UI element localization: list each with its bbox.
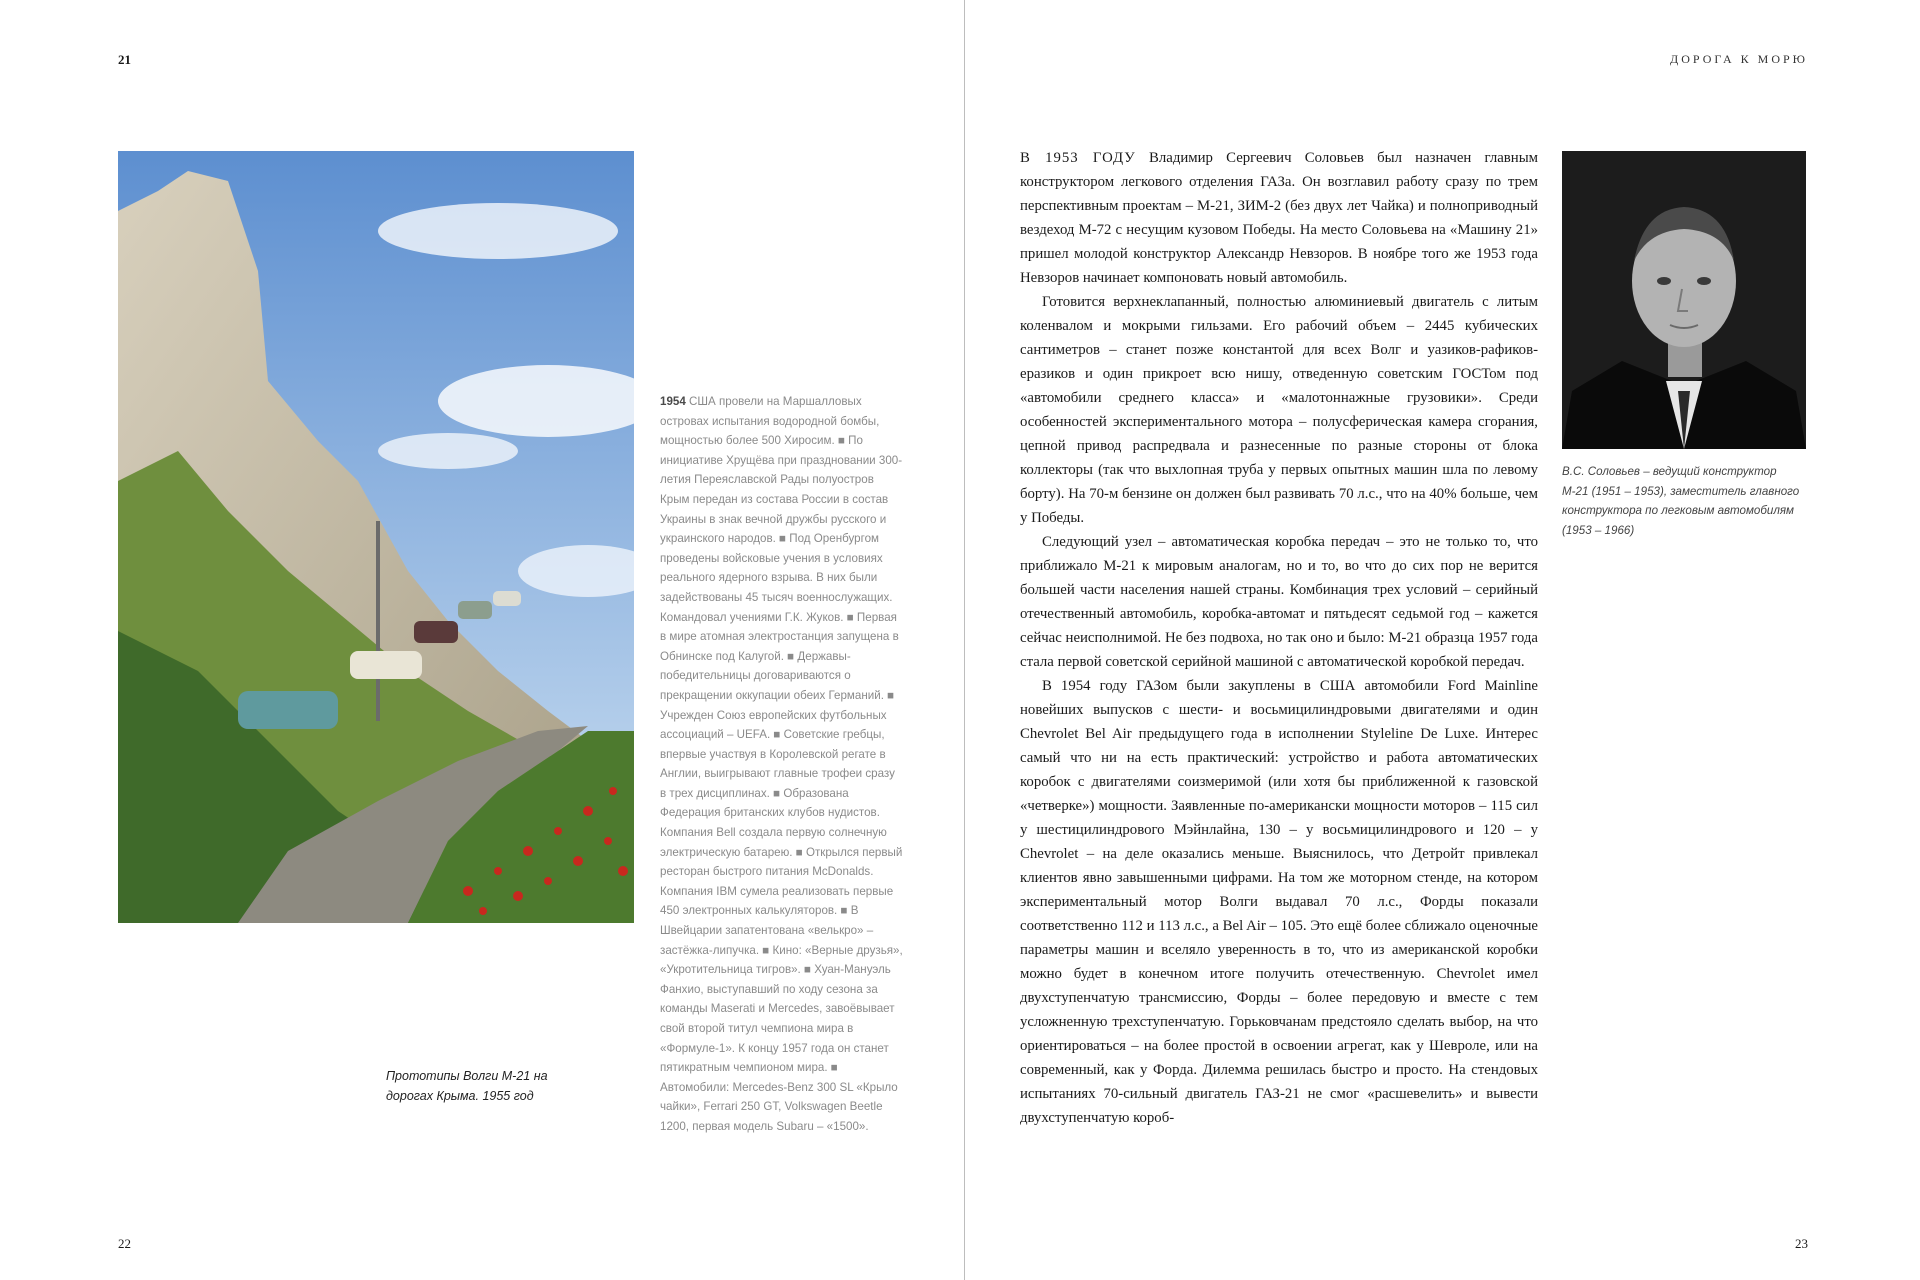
crimea-road-photo [118,151,634,923]
paragraph-1-text: Владимир Сергеевич Соловьев был назначен главным конструктором легкового отделения ГАЗа. Он возглавил работу сразу по трем перспективным проектам – М-21, ЗИМ-2 (без двух лет Чайка) и полноприводный вездеход М-72 с несущим кузовом Победы. На место Соловьева на «Машину 21» пришел молодой конструктор Александр Невзоров. В ноябре того же 1953 года Невзоров начинает компоновать новый автомобиль. [1020,150,1539,286]
photo-caption: Прототипы Волги М-21 на дорогах Крыма. 1955 год [386,1069,548,1103]
paragraph-2: Готовится верхнеклапанный, полностью алюминиевый двигатель с литым коленвалом и мокрыми гильзами. Его рабочий объем – 2445 кубических сантиметров – станет позже константой для всех Волг и уазиков-рафиков-еразиков и один прикроет всю нишу, отведенную советским ГОСТом под «автомобили среднего класса» и «малотоннажные грузовики». Среди особенностей экспериментального мотора – полусферическая камера сгорания, цепной привод распредвала и разнесенные по разные стороны от блока коллекторы (так что выхлопная труба у первых опытных машин шла по левому борту). На 70-м бензине он должен был развивать 70 л.с., что на 40% больше, чем у Победы. [1020,294,1538,526]
paragraph-1 [1020,146,1538,290]
year-sidebar [660,392,904,1137]
running-header: ДОРОГА К МОРЮ [1670,52,1808,66]
sidebar-year: 1954 [660,395,686,408]
article-body [1020,146,1538,1130]
solovyov-portrait [1562,151,1806,449]
page-number-top-left: 21 [118,52,131,67]
sidebar-text: США провели на Маршалловых островах испытания водородной бомбы, мощностью более 500 Хиросим. ■ По инициативе Хрущёва при праздновании 300-летия Переяславской Рады полуостров Крым передан из состава России в состав Украины в знак вечной дружбы русского и украинского народов. ■ Под Оренбургом проведены войсковые учения в условиях реального ядерного взрыва. В них были задействованы 45 тысяч военнослужащих. Командовал учениями Г.К. Жуков. ■ Первая в мире атомная электростанция запущена в Обнинске под Калугой. ■ Державы-победительницы договариваются о прекращении оккупации обеих Германий. ■ Учрежден Союз европейских футбольных ассоциаций – UEFA. ■ Советские гребцы, впервые участвуя в Королевской регате в Англии, выигрывают главные трофеи сразу в трех дисциплинах. ■ Образована Федерация британских клубов нудистов. Компания Bell создала первую солнечную электрическую батарею. ■ Открылся первый ресторан быстрого питания McDonalds. Компания IBM сумела реализовать первые 450 электронных калькуляторов. ■ В Швейцарии запатентована «велькро» – застёжка-липучка. ■ Кино: «Верные друзья», «Укротительница тигров». ■ Хуан-Мануэль Фанхио, выступавший по ходу сезона за команды Maserati и Mercedes, завоёвывает свой второй титул чемпиона мира в «Формуле-1». К концу 1957 года он станет пятикратным чемпионом мира. ■ Автомобили: Mercedes-Benz 300 SL «Крыло чайки», Ferrari 250 GT, Volkswagen Beetle 1200, первая модель Subaru – «1500». [660,395,903,1133]
page-number-bottom-right: 23 [1795,1236,1808,1251]
paragraph-3: Следующий узел – автоматическая коробка передач – это не только то, что приближало М-21 к мировым аналогам, но и то, во что до сих пор не верится большей части населения нашей страны. Комбинация трех условий – серийный отечественный автомобиль, коробка-автомат и пятьдесят седьмой год – кажется сейчас неисполнимой. Не без подвоха, но так оно и было: М-21 образца 1957 года стала первой советской серийной машиной с автоматической коробкой передач. [1020,534,1538,670]
paragraph-4: В 1954 году ГАЗом были закуплены в США автомобили Ford Mainline новейших выпусков с шести- и восьмицилиндровыми двигателями и один Chevrolet Bel Air предыдущего года в исполнении Styleline De Luxe. Интерес самый что ни на есть практический: устройство и работа автоматических коробок с двигателями соизмеримой (или хотя бы приближенной к газовской «четверке») мощности. Заявленные по-американски мощности моторов – 115 сил у шестицилиндрового Мэйнлайна, 130 – у восьмицилиндрового и 120 – у Chevrolet – на деле оказались меньше. Выяснилось, что Детройт привлекал клиентов явно завышенными цифрами. На том же моторном стенде, на котором экспериментальный мотор Волги выдавал 70 л.с., Форды показали соответственно 112 и 113 л.с., а Bel Air – 105. Это ещё более сближало оценочные параметры машин и вселяло уверенность в то, что из американской коробки можно будет в конечном итоге получить отечественную. Chevrolet имел двухступенчатую трансмиссию, Форды – более передовую и вместе с тем усложненную трехступенчатую. Горьковчанам предстояло сделать выбор, на что ориентироваться – на более простой в освоении агрегат, как у Шевроле, или на современный, как у Форда. Дилемма решилась быстро и просто. На стендовых испытаниях 70-сильный двигатель ГАЗ-21 не смог «расшевелить» и вывести двухступенчатую короб- [1020,678,1538,1126]
page-gutter [964,0,965,1280]
page-number-bottom-left: 22 [118,1236,131,1251]
lead-in: В 1953 ГОДУ [1020,150,1136,166]
portrait-caption: В.С. Соловьев – ведущий конструктор М-21 (1951 – 1953), заместитель главного конструктора по легковым автомобилям (1953 – 1966) [1562,465,1800,537]
